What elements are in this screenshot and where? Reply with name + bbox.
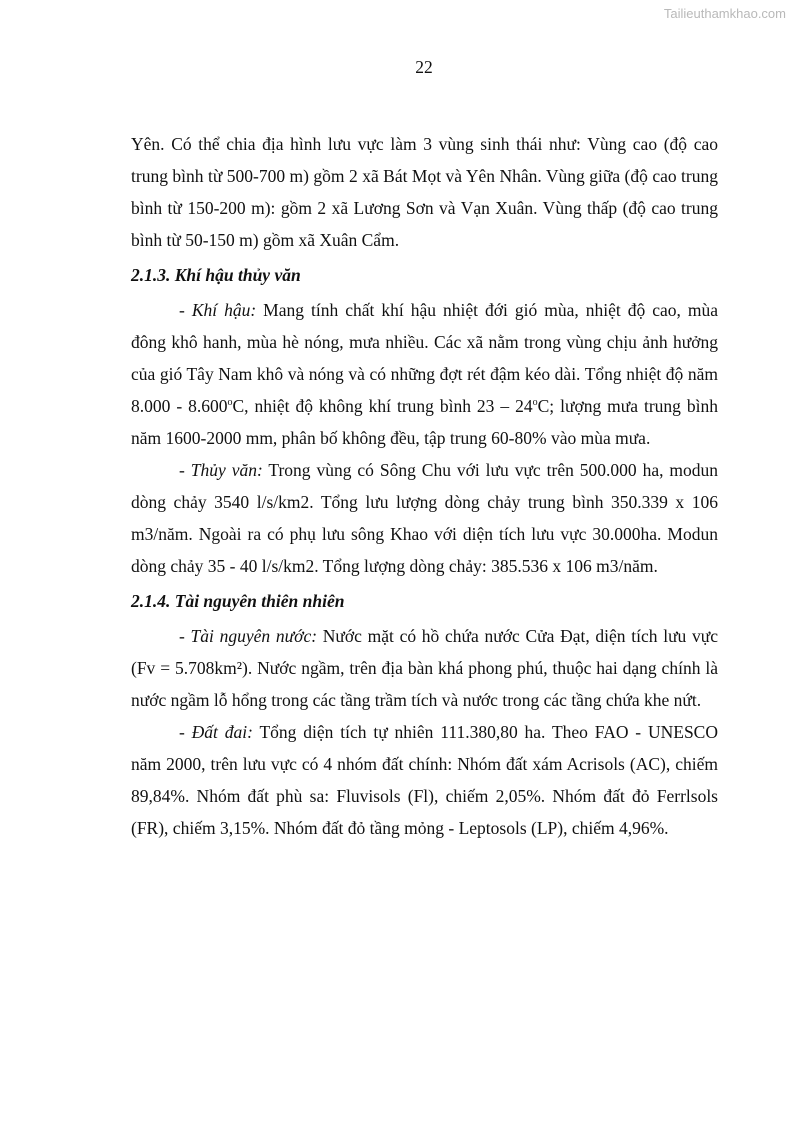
climate-text-3: C; lượng mưa trung bình năm 1600-2000 mm, phân bố không đều, tập trung 60-80% vào mùa mưa. (131, 396, 719, 448)
hydrology-text: Trong vùng có Sông Chu với lưu vực trên 500.000 ha, modun dòng chảy 3540 l/s/km2. Tổng lưu lượng dòng chảy trung bình 350.339 x 106 m3/năm. Ngoài ra có phụ lưu sông Khao với diện tích lưu vực 30.000ha. Modun dòng chảy 35 - 40 l/s/km2. Tổng lượng dòng chảy: 385.536 x 106 m3/năm. (131, 460, 718, 576)
section-heading-2-1-3: 2.1.3. Khí hậu thủy văn (131, 265, 301, 285)
land-label: Đất đai: (191, 722, 253, 742)
climate-text-2: C, nhiệt độ không khí trung bình 23 – 24 (232, 396, 533, 416)
water-label: Tài nguyên nước: (190, 626, 318, 646)
climate-label: Khí hậu: (191, 300, 257, 320)
paragraph-hydrology: - Thủy văn: Trong vùng có Sông Chu với lưu vực trên 500.000 ha, modun dòng chảy 3540 l/s/km2. Tổng lưu lượng dòng chảy trung bình 350.339 x 106 m3/năm. Ngoài ra có phụ lưu sông Khao với diện tích lưu vực 30.000ha. Modun dòng chảy 35 - 40 l/s/km2. Tổng lượng dòng chảy: 385.536 x 106 m3/năm. (131, 460, 718, 576)
paragraph-climate: - Khí hậu: Mang tính chất khí hậu nhiệt đới gió mùa, nhiệt độ cao, mùa đông khô hanh, mùa hè nóng, mưa nhiều. Các xã nằm trong vùng chịu ảnh hưởng của gió Tây Nam khô và nóng và có những đợt rét đậm kéo dài. Tổng nhiệt độ năm 8.000 - 8.600$^o$C, nhiệt độ không khí trung bình 23 – 24$^o$C; lượng mưa trung bình năm 1600-2000 mm, phân bố không đều, tập trung 60-80% vào mùa mưa. (131, 300, 719, 448)
climate-text-1: Mang tính chất khí hậu nhiệt đới gió mùa, nhiệt độ cao, mùa đông khô hanh, mùa hè nóng, mưa nhiều. Các xã nằm trong vùng chịu ảnh hưởng của gió Tây Nam khô và nóng và có những đợt rét đậm kéo dài. Tổng nhiệt độ năm 8.000 - 8.600 (131, 300, 718, 416)
degree-sup: o (227, 397, 233, 408)
paragraph-terrain: Yên. Có thể chia địa hình lưu vực làm 3 vùng sinh thái như: Vùng cao (độ cao trung bình từ 500-700 m) gồm 2 xã Bát Mọt và Yên Nhân. Vùng giữa (độ cao trung bình từ 150-200 m): gồm 2 xã Lương Sơn và Vạn Xuân. Vùng thấp (độ cao trung bình từ 50-150 m) gồm xã Xuân Cẩm. (131, 134, 718, 250)
degree-sup: o (532, 397, 538, 408)
paragraph-water-resources: - Tài nguyên nước: Nước mặt có hồ chứa nước Cửa Đạt, diện tích lưu vực (Fv = 5.708km²). Nước ngầm, trên địa bàn khá phong phú, thuộc hai dạng chính là nước ngầm lỗ hổng trong các tầng trầm tích và nước trong các tầng chứa khe nứt. (131, 626, 719, 710)
page-number: 22 (415, 57, 433, 77)
section-heading-2-1-4: 2.1.4. Tài nguyên thiên nhiên (131, 591, 345, 611)
watermark: Tailieuthamkhao.com (663, 6, 786, 21)
hydrology-label: Thủy văn: (190, 460, 263, 480)
document-body (131, 128, 718, 844)
water-text: Nước mặt có hồ chứa nước Cửa Đạt, diện tích lưu vực (Fv = 5.708km²). Nước ngầm, trên địa bàn khá phong phú, thuộc hai dạng chính là nước ngầm lỗ hổng trong các tầng trầm tích và nước trong các tầng chứa khe nứt. (131, 626, 719, 710)
paragraph-land: - Đất đai: Tổng diện tích tự nhiên 111.380,80 ha. Theo FAO - UNESCO năm 2000, trên lưu vực có 4 nhóm đất chính: Nhóm đất xám Acrisols (AC), chiếm 89,84%. Nhóm đất phù sa: Fluvisols (Fl), chiếm 2,05%. Nhóm đất đỏ Ferrlsols (FR), chiếm 3,15%. Nhóm đất đỏ tầng mỏng - Leptosols (LP), chiếm 4,96%. (131, 722, 718, 838)
land-text: Tổng diện tích tự nhiên 111.380,80 ha. Theo FAO - UNESCO năm 2000, trên lưu vực có 4 nhóm đất chính: Nhóm đất xám Acrisols (AC), chiếm 89,84%. Nhóm đất phù sa: Fluvisols (Fl), chiếm 2,05%. Nhóm đất đỏ Ferrlsols (FR), chiếm 3,15%. Nhóm đất đỏ tầng mỏng - Leptosols (LP), chiếm 4,96%. (131, 722, 718, 838)
